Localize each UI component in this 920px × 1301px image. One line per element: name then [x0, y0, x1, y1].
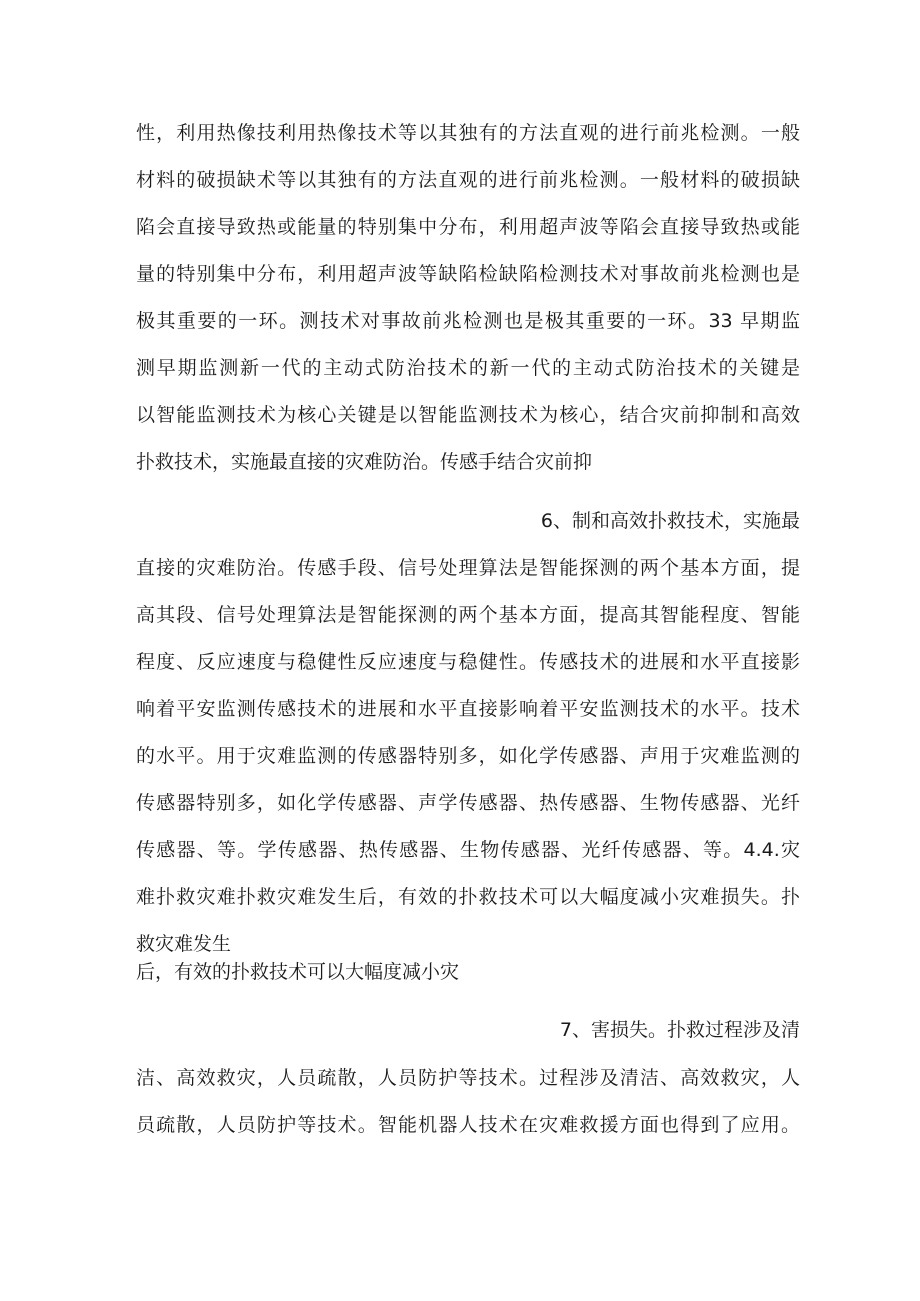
- paragraph-line-7: 以智能监测技术为核心关键是以智能监测技术为核心，结合灾前抑制和高效: [136, 404, 800, 426]
- paragraph-line-4: 量的特别集中分布，利用超声波等缺陷检缺陷检测技术对事故前兆检测也是: [136, 263, 800, 285]
- paragraph-line-8: 扑救技术，实施最直接的灾难防治。传感手结合灾前抑: [136, 451, 593, 473]
- paragraph-line-6: 测早期监测新一代的主动式防治技术的新一代的主动式防治技术的关键是: [136, 357, 800, 379]
- paragraph-line-10: 直接的灾难防治。传感手段、信号处理算法是智能探测的两个基本方面，提: [136, 557, 800, 579]
- paragraph-line-15: 传感器特别多，如化学传感器、声学传感器、热传感器、生物传感器、光纤: [136, 792, 800, 814]
- section-heading-7: 7、害损失。扑救过程涉及清: [559, 1019, 800, 1041]
- paragraph-line-17: 难扑救灾难扑救灾难发生后，有效的扑救技术可以大幅度减小灾难损失。扑: [136, 886, 800, 908]
- paragraph-line-16: 传感器、等。学传感器、热传感器、生物传感器、光纤传感器、等。4.4.灾: [136, 839, 800, 861]
- paragraph-line-2: 材料的破损缺术等以其独有的方法直观的进行前兆检测。一般材料的破损缺: [136, 169, 800, 191]
- paragraph-line-18: 救灾难发生: [136, 933, 232, 955]
- paragraph-line-3: 陷会直接导致热或能量的特别集中分布，利用超声波等陷会直接导致热或能: [136, 216, 800, 238]
- paragraph-line-22: 员疏散，人员防护等技术。智能机器人技术在灾难救援方面也得到了应用。: [136, 1114, 800, 1136]
- paragraph-line-12: 程度、反应速度与稳健性反应速度与稳健性。传感技术的进展和水平直接影: [136, 651, 800, 673]
- paragraph-line-14: 的水平。用于灾难监测的传感器特别多，如化学传感器、声用于灾难监测的: [136, 745, 800, 767]
- paragraph-line-11: 高其段、信号处理算法是智能探测的两个基本方面，提高其智能程度、智能: [136, 604, 800, 626]
- paragraph-line-19: 后，有效的扑救技术可以大幅度减小灾: [136, 961, 460, 983]
- paragraph-line-5: 极其重要的一环。测技术对事故前兆检测也是极其重要的一环。33 早期监: [136, 310, 800, 332]
- paragraph-line-21: 洁、高效救灾，人员疏散，人员防护等技术。过程涉及清洁、高效救灾，人: [136, 1067, 800, 1089]
- paragraph-line-1: 性，利用热像技利用热像技术等以其独有的方法直观的进行前兆检测。一般: [136, 122, 800, 144]
- section-heading-6: 6、制和高效扑救技术，实施最: [540, 510, 800, 532]
- paragraph-line-13: 响着平安监测传感技术的进展和水平直接影响着平安监测技术的水平。技术: [136, 698, 800, 720]
